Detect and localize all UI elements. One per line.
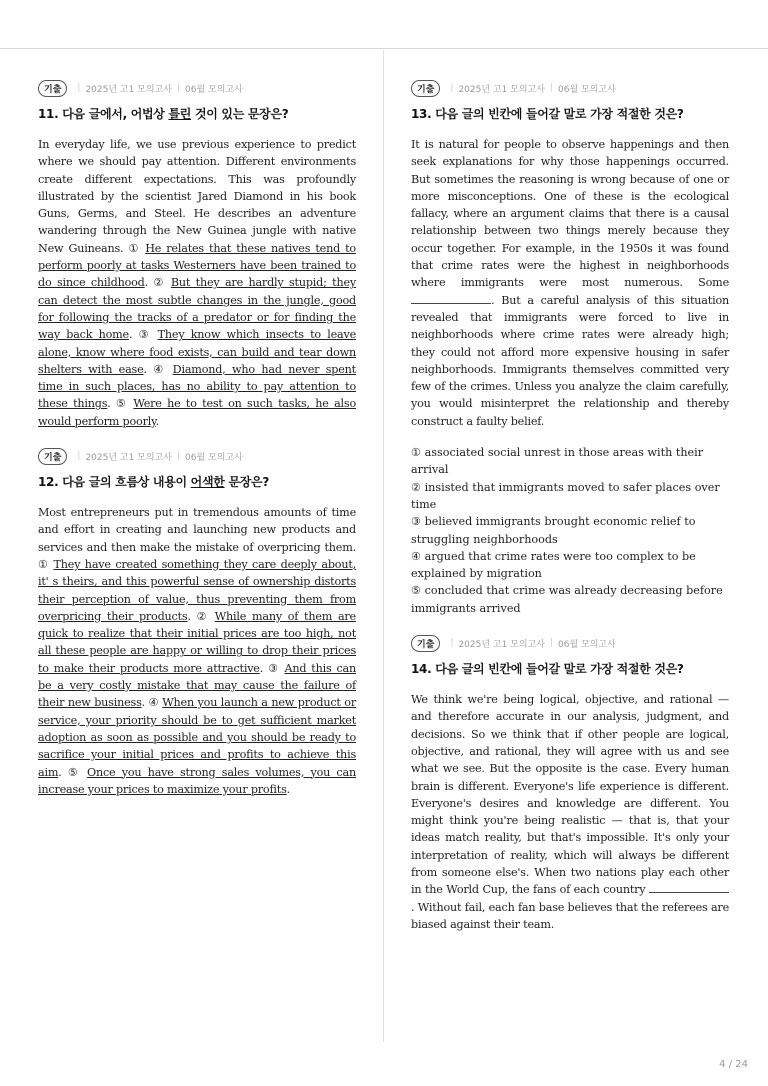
right-column <box>411 78 729 933</box>
question-11 <box>38 78 356 430</box>
underlined-sentence-3: And this can be a very costly mistake that may cause the failure of their new business <box>38 661 356 710</box>
question-title: 14. 다음 글의 빈칸에 들어갈 말로 가장 적절한 것은? <box>411 662 684 677</box>
question-tag-row: 기출 | 2025년 고1 모의고사 | 06월 모의고사 <box>38 446 356 466</box>
question-passage: Most entrepreneurs put in tremendous amounts of time and effort in creating and launching new products and services and then make the mistake of overpricing them. ① They have created something they care deeply about, it' s theirs, and this powerful sense of ownership distorts their perception of value, thus preventing them from overpricing their products. ② While many of them are quick to realize that their initial prices are too high, not all these people are happy or willing to drop their prices to make their products more attractive. ③ And this can be a very costly mistake that may cause the failure of their new business. ④ When you launch a new product or service, your priority should be to get sufficient market adoption as soon as possible and you should be ready to sacrifice your initial prices and profits to achieve this aim. ⑤ Once you have strong sales volumes, you can increase your prices to maximize your profits. <box>38 506 356 796</box>
underlined-sentence-5: Once you have strong sales volumes, you can increase your prices to maximize your profits <box>38 765 356 796</box>
exam-month: 06월 모의고사 <box>185 452 243 463</box>
option-1[interactable]: ① associated social unrest in those areas with their arrival <box>411 446 704 477</box>
option-4[interactable]: ④ argued that crime rates were too complex to be explained by migration <box>411 549 696 581</box>
exam-month: 06월 모의고사 <box>185 84 243 95</box>
underlined-sentence-1: They have created something they care deeply about, it' s theirs, and this powerful sense of ownership distorts their perception of value, thus preventing them from overpricing their products <box>38 557 356 623</box>
question-tag-row: 기출 | 2025년 고1 모의고사 | 06월 모의고사 <box>411 78 729 98</box>
question-13 <box>411 78 729 617</box>
option-3[interactable]: ③ believed immigrants brought economic relief to struggling neighborhoods <box>411 515 696 546</box>
header-rule <box>0 48 768 49</box>
answer-options <box>411 444 729 617</box>
underlined-sentence-3: They know which insects to leave alone, know where food exists, can build and tear down shelters with ease <box>38 328 356 376</box>
answer-blank <box>649 882 729 893</box>
question-title: 13. 다음 글의 빈칸에 들어갈 말로 가장 적절한 것은? <box>411 107 684 121</box>
underlined-sentence-2: But they are hardly stupid; they can detect the most subtle changes in the jungle, good for following the tracks of a predator or for finding the way back home <box>38 276 356 342</box>
source-badge: 기출 <box>411 80 440 97</box>
question-title: 12. 다음 글의 흐름상 내용이 어색한 문장은? <box>38 475 269 490</box>
question-12 <box>38 446 356 798</box>
underlined-sentence-2: While many of them are quick to realize that their initial prices are too high, not all these people are happy or willing to drop their prices to make their products more attractive <box>38 609 356 675</box>
underlined-sentence-4: When you launch a new product or service, your priority should be to get sufficient market adoption as soon as possible and you should be ready to sacrifice your initial prices and profits to achieve this aim <box>38 696 356 779</box>
exam-month: 06월 모의고사 <box>558 639 616 650</box>
question-passage: In everyday life, we use previous experience to predict where we should pay attention. Different environments create different expectations. This was profoundly illustrated by the scientist Jared Diamond in his book Guns, Germs, and Steel. He describes an adventure wandering through the New Guinea jungle with native New Guineans. ① He relates that these natives tend to perform poorly at tasks Westerners have been trained to do since childhood. ② But they are hardly stupid; they can detect the most subtle changes in the jungle, good for following the tracks of a predator or for finding the way back home. ③ They know which insects to leave alone, know where food exists, can build and tear down shelters with ease. ④ Diamond, who had never spent time in such places, has no ability to pay attention to these things. ⑤ Were he to test on such tasks, he also would perform poorly. <box>38 138 356 428</box>
column-divider <box>383 50 384 1042</box>
left-column <box>38 78 356 798</box>
page-number: 4 / 24 <box>719 1059 748 1070</box>
question-tag-row: 기출 | 2025년 고1 모의고사 | 06월 모의고사 <box>411 633 729 653</box>
answer-blank <box>411 293 491 304</box>
underlined-sentence-4: Diamond, who had never spent time in such places, has no ability to pay attention to these things <box>38 362 356 411</box>
exam-year: 2025년 고1 모의고사 <box>85 452 172 463</box>
question-14 <box>411 633 729 933</box>
source-badge: 기출 <box>38 80 67 97</box>
question-tag-row: 기출 | 2025년 고1 모의고사 | 06월 모의고사 <box>38 78 356 98</box>
underlined-sentence-5: Were he to test on such tasks, he also would perform poorly <box>38 397 356 428</box>
exam-year: 2025년 고1 모의고사 <box>85 84 172 95</box>
question-passage: We think we're being logical, objective, and rational — and therefore accurate in our analysis, judgment, and decisions. So we think that if other people are logical, objective, and rational, they will agree with us and see what we see. But the opposite is the case. Every human brain is different. Everyone's life experience is different. Everyone's desires and knowledge are different. You might think you're being realistic — that is, that your ideas match reality, but that's impossible. It's only your interpretation of reality, which will always be different from someone else's. When two nations play each other in the World Cup, the fans of each country . Without fail, each fan base believes that the referees are biased against their team. <box>411 693 729 931</box>
exam-year: 2025년 고1 모의고사 <box>458 84 545 95</box>
question-passage: It is natural for people to observe happenings and then seek explanations for why those happenings occurred. But sometimes the reasoning is wrong because of one or more misconceptions. One of these is the ecological fallacy, where an argument claims that there is a causal relationship between two things merely because they occur together. For example, in the 1950s it was found that crime rates were the highest in neighborhoods where immigrants were most numerous. Some . But a careful analysis of this situation revealed that immigrants were forced to live in neighborhoods where crime rates were already high; they could not afford more expensive housing in safer neighborhoods. Immigrants themselves committed very few of the crimes. Unless you analyze the claim carefully, you would misinterpret the relationship and thereby construct a faulty belief. <box>411 138 729 428</box>
source-badge: 기출 <box>38 448 67 465</box>
option-5[interactable]: ⑤ concluded that crime was already decreasing before immigrants arrived <box>411 584 723 615</box>
exam-year: 2025년 고1 모의고사 <box>458 639 545 650</box>
question-title: 11. 다음 글에서, 어법상 틀린 것이 있는 문장은? <box>38 107 289 121</box>
source-badge: 기출 <box>411 635 440 652</box>
option-2[interactable]: ② insisted that immigrants moved to safer places over time <box>411 480 720 511</box>
underlined-sentence-1: He relates that these natives tend to perform poorly at tasks Westerners have been trained to do since childhood <box>38 241 356 290</box>
exam-month: 06월 모의고사 <box>558 84 616 95</box>
